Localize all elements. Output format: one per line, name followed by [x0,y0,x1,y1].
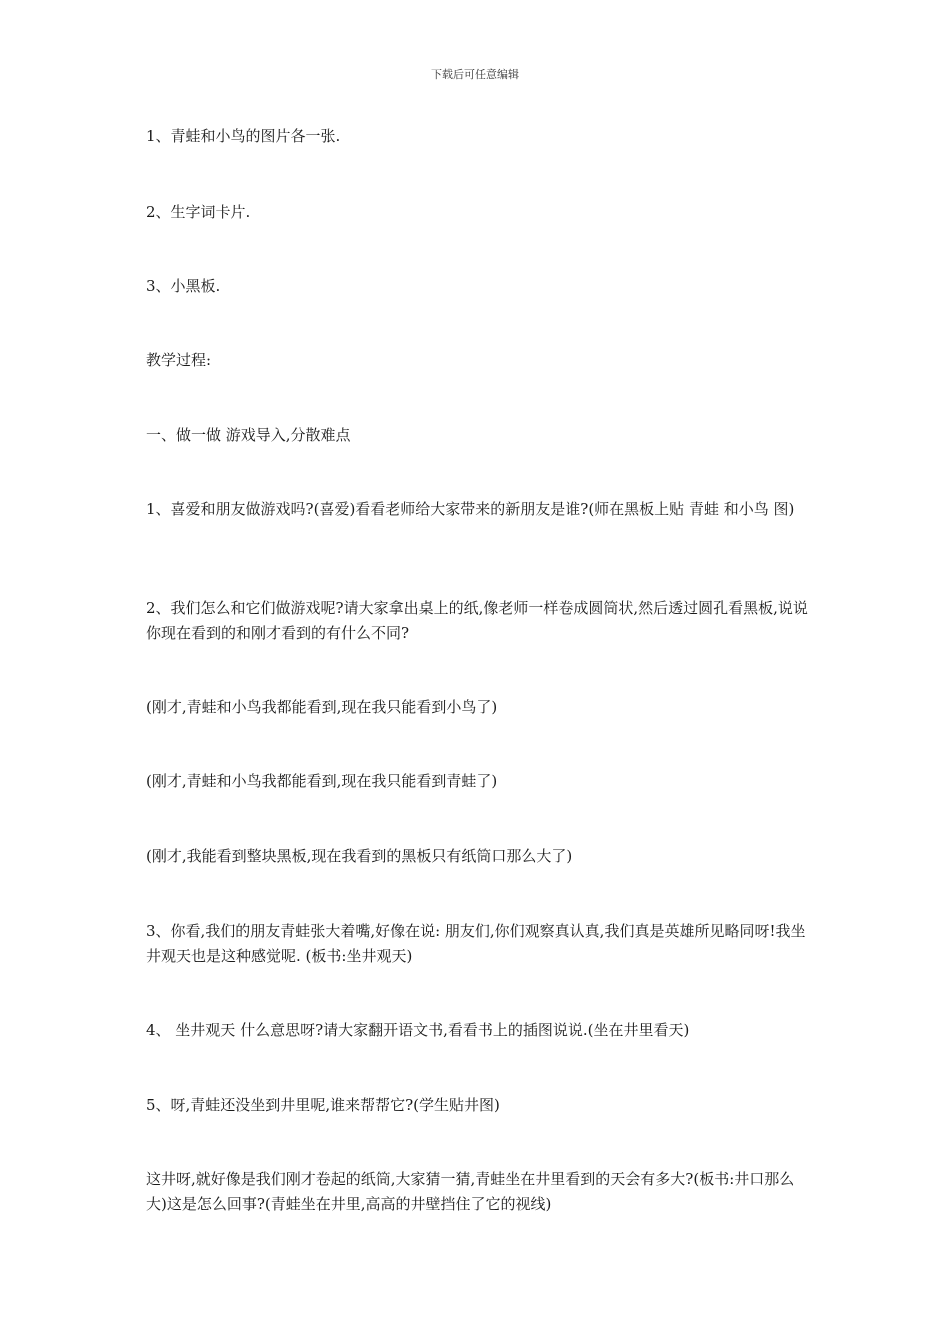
section-heading-process: 教学过程: [146,351,212,369]
step-paragraph-3: 3、你看,我们的朋友青蛙张大着嘴,好像在说: 朋友们,你们观察真认真,我们真是英雄所见略同呀!我坐井观天也是这种感觉呢. (板书:坐井观天) [146,922,806,965]
page-header-note: 下载后可任意编辑 [431,68,519,81]
step-paragraph-1: 1、喜爱和朋友做游戏吗?(喜爱)看看老师给大家带来的新朋友是谁?(师在黑板上贴 青蛙 和小鸟 图) [146,500,795,518]
answer-paragraph-3: (刚才,我能看到整块黑板,现在我看到的黑板只有纸筒口那么大了) [146,847,573,865]
material-item-3: 3、小黑板. [146,277,221,295]
explanation-paragraph: 这井呀,就好像是我们刚才卷起的纸筒,大家猜一猜,青蛙坐在井里看到的天会有多大?(板书:井口那么大)这是怎么回事?(青蛙坐在井里,高高的井壁挡住了它的视线) [146,1170,795,1213]
answer-paragraph-2: (刚才,青蛙和小鸟我都能看到,现在我只能看到青蛙了) [146,772,498,790]
answer-paragraph-1: (刚才,青蛙和小鸟我都能看到,现在我只能看到小鸟了) [146,698,498,716]
step-paragraph-4: 4、 坐井观天 什么意思呀?请大家翻开语文书,看看书上的插图说说.(坐在井里看天) [146,1021,690,1039]
step-paragraph-2: 2、我们怎么和它们做游戏呢?请大家拿出桌上的纸,像老师一样卷成圆筒状,然后透过圆孔看黑板,说说你现在看到的和刚才看到的有什么不同? [146,599,808,642]
step-heading-1: 一、做一做 游戏导入,分散难点 [146,426,351,444]
material-item-1: 1、青蛙和小鸟的图片各一张. [146,127,341,145]
step-paragraph-5: 5、呀,青蛙还没坐到井里呢,谁来帮帮它?(学生贴井图) [146,1096,500,1114]
material-item-2: 2、生字词卡片. [146,203,251,221]
